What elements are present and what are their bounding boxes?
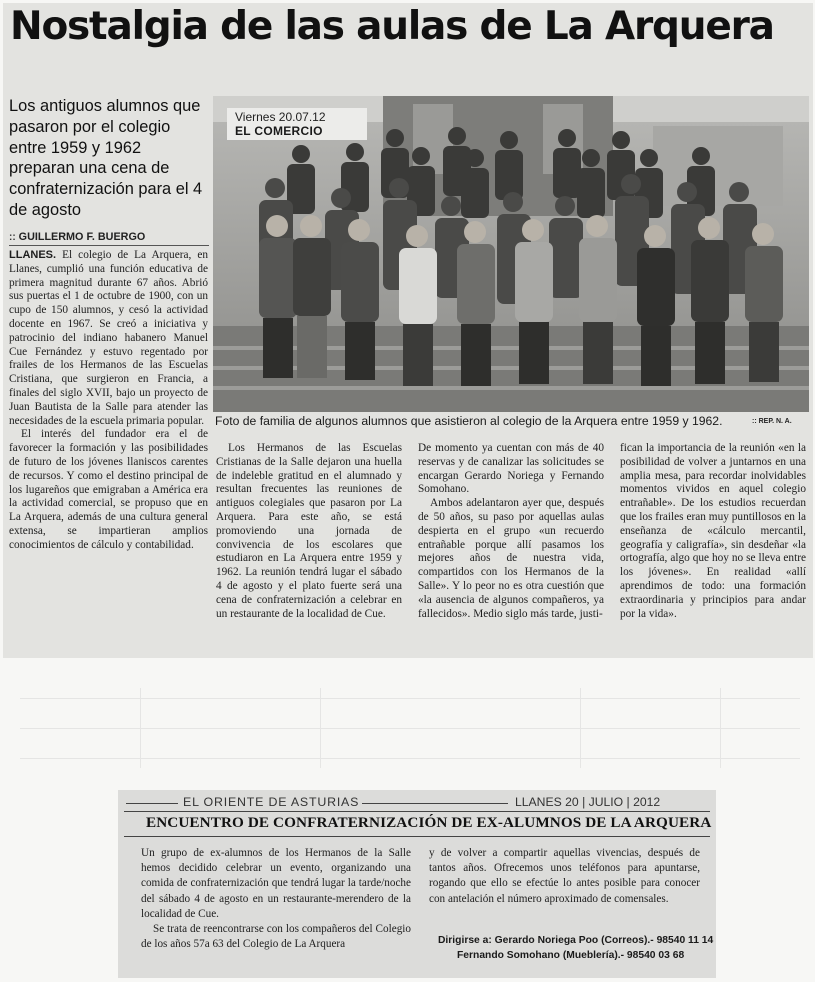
photo-caption: Foto de familia de algunos alumnos que asistieron al colegio de la Arquera entre 1959 y 1962. xyxy=(215,414,723,428)
article-subhead: Los antiguos alumnos que pasaron por el colegio entre 1959 y 1962 preparan una cena de confraternización para el 4 de agosto xyxy=(9,97,203,219)
article-column-1 xyxy=(9,249,208,553)
article-byline xyxy=(9,231,209,246)
notice-column-left xyxy=(141,846,411,952)
stamp-date: Viernes 20.07.12 xyxy=(235,110,326,124)
photo-date-stamp xyxy=(227,108,367,140)
notice-contact-1: Dirigirse a: Gerardo Noriega Poo (Correos).- 98540 11 14 xyxy=(438,935,714,946)
stamp-newspaper: EL COMERCIO xyxy=(235,124,323,138)
column-2-paragraph-1: Los Hermanos de las Escuelas Cristianas de la Salle dejaron una huella de indeleble gratitud en el alumnado y resultan frecuentes las reuniones de antiguos colegiales que pasaron por La Arquera. Para este año, se está promoviendo una jornada de convivencia de los escolares que estudiaron en La Arquera entre 1959 y 1962. La reunión tendrá lugar el sábado 4 de agosto y el plato fuerte será una cena de confraternización a celebrar en un restaurante de la localidad de Cue. xyxy=(216,442,402,620)
title-rule-top xyxy=(124,811,710,812)
photo-credit: :: REP. N. A. xyxy=(752,418,792,425)
dateline-place: LLANES. xyxy=(9,249,57,261)
masthead-rule-left xyxy=(126,803,178,804)
byline-marker: :: xyxy=(9,232,16,243)
column-3-paragraph-1: De momento ya cuentan con más de 40 reservas y de canalizar las solicitudes se encargan Gerardo Noriega y Fernando Somohano. xyxy=(418,442,604,496)
masthead-rule-mid xyxy=(362,803,508,804)
article-headline: Nostalgia de las aulas de La Arquera xyxy=(10,4,774,49)
notice-column-right xyxy=(429,846,700,907)
byline-author: GUILLERMO F. BUERGO xyxy=(18,231,146,243)
column-3-paragraph-2: Ambos adelantaron ayer que, después de 50 años, su paso por aquellas aulas despierta en el grupo «un recuerdo entrañable porque allí pasamos los mejores años de nuestra vida, compartidos con los Hermanos de la Salle». Y lo peor no es otra cuestión que «la ausencia de algunos compañeros, ya fallecidos». Medio siglo más tarde, justi- xyxy=(418,497,604,620)
notice-dateline: LLANES 20 | JULIO | 2012 xyxy=(515,795,661,809)
notice-right-paragraph-1: y de volver a compartir aquellas vivencias, después de tantos años. Ofrecemos unos teléfonos para apuntarse, rogando que ello se efectúe lo antes posible para conocer con antelación el número aproximado de comensales. xyxy=(429,847,700,905)
notice-title: ENCUENTRO DE CONFRATERNIZACIÓN DE EX-ALUMNOS DE LA ARQUERA xyxy=(146,814,712,831)
notice-left-paragraph-2: Se trata de reencontrarse con los compañeros del Colegio de los años 57a 63 del Colegio de La Arquera xyxy=(141,923,411,951)
title-rule-bottom xyxy=(124,836,710,837)
column-1-paragraph-1 xyxy=(9,249,208,428)
article-column-4 xyxy=(620,442,806,621)
column-4-paragraph-1: fican la importancia de la reunión «en la posibilidad de volver a juntarnos en una amplia mesa, para recordar inolvidables momentos vividos en aquel colegio entrañable». De los estudios recuerdan que los frailes eran muy puntillosos en la enseñanza de «cálculo mercantil, geografía y caligrafía», sin desdeñar «la ortografía, algo que hoy no se lleva entre los jóvenes». En realidad «allí aprendimos de todo: una formación extraordinaria y principios para andar por la vida». xyxy=(620,442,806,620)
article-column-2 xyxy=(216,442,402,621)
article-column-3 xyxy=(418,442,604,621)
bleed-through-table xyxy=(20,668,800,778)
notice-masthead: EL ORIENTE DE ASTURIAS xyxy=(183,795,360,809)
notice-left-paragraph-1: Un grupo de ex-alumnos de los Hermanos de la Salle hemos decidido celebrar un evento, organizando una comida de confraternización que tendrá lugar la tarde/noche del sábado 4 de agosto en un restaurante-merendero de la localidad de Cue. xyxy=(141,847,411,920)
notice-contact-2: Fernando Somohano (Mueblería).- 98540 03 68 xyxy=(457,950,685,961)
column-1-text-1: El colegio de La Arquera, en Llanes, cumplió una función educativa de primera magnitud durante 67 años. Abrió sus puertas el 1 de octubre de 1900, con un cupo de 150 alumnos, y cesó la actividad docente en 1967. Se creó a iniciativa y patrocinio del indiano habanero Manuel Cue Fernández y estuvo regentado por frailes de los Hermanos de las Escuelas Cristiana, que surgieron en Francia, a finales del siglo XVII, bajo un proyecto de Juan Bautista de la Salle para atender las necesidades de la escuela primaria popular. xyxy=(9,249,209,427)
column-1-paragraph-2: El interés del fundador era el de favorecer la formación y las posibilidades de futuro de los jóvenes llaniscos carentes de recursos. Y como el destino principal de los lugareños que emigraban a América era la actividad comercial, se propuso que en La Arquera, además de una cultura general extensa, se impartieran amplios conocimientos de cálculo y contabilidad. xyxy=(9,428,208,551)
class-photo-image xyxy=(213,96,809,412)
class-photo xyxy=(213,96,809,412)
